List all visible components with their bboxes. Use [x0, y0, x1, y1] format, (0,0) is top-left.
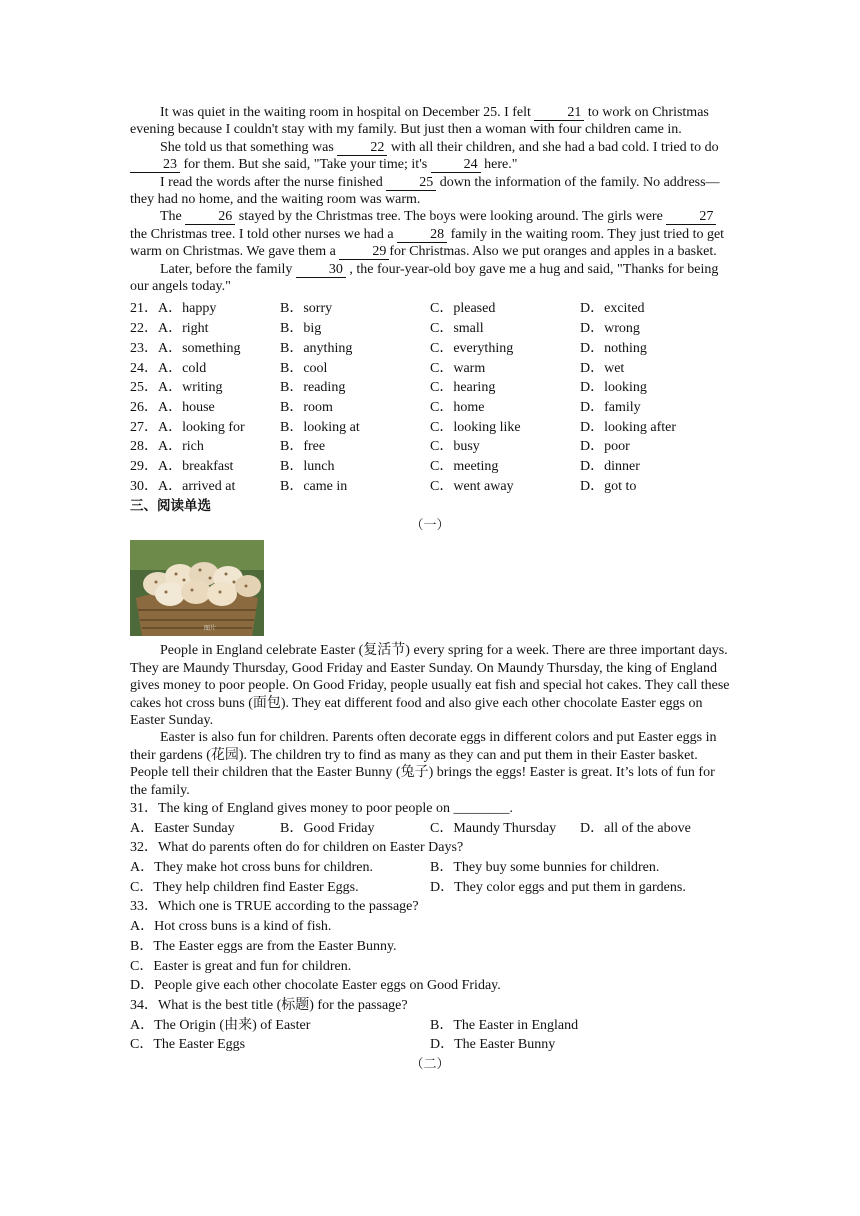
- cloze-option[interactable]: 26．A．house: [130, 399, 215, 415]
- cloze-paragraph: [130, 174, 730, 209]
- cloze-option[interactable]: D．family: [580, 399, 641, 415]
- cloze-text: for them. But she said, "Take your time; it's: [180, 157, 431, 173]
- cloze-text: She told us that something was: [160, 139, 338, 155]
- cloze-option[interactable]: 30．A．arrived at: [130, 478, 236, 494]
- blank-22[interactable]: 22: [337, 141, 387, 156]
- blank-26[interactable]: 26: [185, 210, 235, 225]
- q31-option-c[interactable]: C．Maundy Thursday: [430, 820, 557, 836]
- cloze-option-row: [130, 418, 730, 438]
- cloze-option[interactable]: D．wrong: [580, 321, 640, 337]
- reading-paragraph-2: Easter is also fun for children. Parents often decorate eggs in different colors and put Easter eggs in their gardens (花园). The children try to find as many as they can and put them in their Easter basket. People tell their children that the Easter Bunny (兔子) brings the eggs! Easter is great. It’s lots of fun for the family.: [130, 730, 717, 798]
- q33-option-d[interactable]: D．People give each other chocolate Easter eggs on Good Friday.: [130, 978, 501, 994]
- cloze-paragraph: [130, 104, 730, 139]
- cloze-option-row: [130, 299, 730, 319]
- cloze-option[interactable]: C．warm: [430, 360, 486, 376]
- q31-option-b[interactable]: B．Good Friday: [280, 820, 375, 836]
- cloze-option[interactable]: C．hearing: [430, 380, 496, 396]
- blank-23[interactable]: 23: [130, 158, 180, 173]
- blank-21[interactable]: 21: [534, 106, 584, 121]
- cloze-option[interactable]: B．came in: [280, 478, 348, 494]
- question-34-stem: 34．What is the best title (标题) for the passage?: [130, 997, 408, 1013]
- cloze-option-row: [130, 359, 730, 379]
- cloze-option[interactable]: D．looking after: [580, 419, 677, 435]
- q34-option-c[interactable]: C．The Easter Eggs: [130, 1037, 246, 1053]
- question-33-stem: 33．Which one is TRUE according to the passage?: [130, 899, 419, 915]
- cloze-option[interactable]: B．looking at: [280, 419, 360, 435]
- cloze-option[interactable]: B．big: [280, 321, 322, 337]
- blank-25[interactable]: 25: [386, 176, 436, 191]
- worksheet-page: [130, 104, 730, 1075]
- cloze-option[interactable]: C．meeting: [430, 458, 499, 474]
- question-34-options-row-2: [130, 1035, 730, 1055]
- q32-option-d[interactable]: D．They color eggs and put them in gardens.: [430, 879, 686, 895]
- cloze-option-row: [130, 437, 730, 457]
- cloze-option[interactable]: B．room: [280, 399, 333, 415]
- q32-option-b[interactable]: B．They buy some bunnies for children.: [430, 860, 660, 876]
- blank-24[interactable]: 24: [431, 158, 481, 173]
- cloze-paragraph: [130, 261, 730, 296]
- q34-option-b[interactable]: B．The Easter in England: [430, 1017, 579, 1033]
- cloze-option-row: [130, 378, 730, 398]
- cloze-option[interactable]: B．cool: [280, 360, 328, 376]
- cloze-text: family in the waiting room. They just tried to get warm on Christmas. We gave them a: [130, 226, 725, 260]
- cloze-option[interactable]: C．pleased: [430, 301, 496, 317]
- cloze-paragraph: [130, 139, 730, 174]
- cloze-text: stayed by the Christmas tree. The boys were looking around. The girls were: [235, 209, 667, 225]
- cloze-option[interactable]: C．went away: [430, 478, 514, 494]
- part-one-label: （一）: [410, 518, 450, 534]
- cloze-option[interactable]: 24．A．cold: [130, 360, 207, 376]
- question-32-options-row-1: [130, 858, 730, 878]
- cloze-options-table: [130, 299, 730, 496]
- cloze-text: It was quiet in the waiting room in hospital on December 25. I felt: [160, 105, 535, 120]
- cloze-option-row: [130, 477, 730, 497]
- cloze-text: down the information of the family. No address—they had no home, and the waiting room was warm.: [130, 174, 720, 208]
- reading-paragraph-1: People in England celebrate Easter (复活节) every spring for a week. There are three important days. They are Maundy Thursday, Good Friday and Easter Sunday. On Maundy Thursday, the king of England gives money to poor people. On Good Friday, people usually eat fish and special hot cakes. They call these cakes hot cross buns (面包). They eat different food and also give each other chocolate Easter eggs on Easter Sunday.: [130, 643, 730, 728]
- cloze-option[interactable]: D．poor: [580, 439, 630, 455]
- q33-option-c[interactable]: C．Easter is great and fun for children.: [130, 958, 352, 974]
- part-two-label: （二）: [410, 1056, 450, 1072]
- cloze-option[interactable]: B．reading: [280, 380, 346, 396]
- q33-option-b[interactable]: B．The Easter eggs are from the Easter Bunny.: [130, 938, 397, 954]
- cloze-option-row: [130, 398, 730, 418]
- cloze-text: the Christmas tree. I told other nurses we had a: [130, 226, 398, 242]
- cloze-option[interactable]: C．home: [430, 399, 485, 415]
- cloze-option[interactable]: C．small: [430, 321, 484, 337]
- cloze-option-row: [130, 339, 730, 359]
- photo-watermark: 图片: [204, 625, 217, 633]
- cloze-option[interactable]: C．everything: [430, 340, 514, 356]
- question-34-options-row-1: [130, 1016, 730, 1036]
- question-32-options-row-2: [130, 878, 730, 898]
- cloze-passage: [130, 104, 730, 295]
- cloze-text: I read the words after the nurse finished: [160, 174, 387, 190]
- cloze-text: for Christmas. Also we put oranges and apples in a basket.: [389, 244, 717, 260]
- q34-option-a[interactable]: A．The Origin (由来) of Easter: [130, 1017, 311, 1033]
- q32-option-a[interactable]: A．They make hot cross buns for children.: [130, 860, 373, 876]
- cloze-option[interactable]: 21．A．happy: [130, 301, 217, 317]
- cloze-option[interactable]: D．wet: [580, 360, 625, 376]
- cloze-option[interactable]: D．looking: [580, 380, 647, 396]
- q34-option-d[interactable]: D．The Easter Bunny: [430, 1037, 556, 1053]
- cloze-option[interactable]: B．lunch: [280, 458, 335, 474]
- blank-28[interactable]: 28: [397, 228, 447, 243]
- cloze-option[interactable]: D．excited: [580, 301, 645, 317]
- cloze-text: Later, before the family: [160, 261, 296, 277]
- blank-29[interactable]: 29: [339, 245, 389, 260]
- blank-30[interactable]: 30: [296, 263, 346, 278]
- q32-option-c[interactable]: C．They help children find Easter Eggs.: [130, 879, 359, 895]
- q31-option-d[interactable]: D．all of the above: [580, 820, 691, 836]
- cloze-text: The: [160, 209, 186, 225]
- cloze-option[interactable]: 29．A．breakfast: [130, 458, 234, 474]
- cloze-text: , the four-year-old boy gave me a hug and said, "Thanks for being our angels today.": [130, 261, 719, 295]
- question-32-stem: 32．What do parents often do for children on Easter Days?: [130, 840, 464, 856]
- cloze-text: with all their children, and she had a bad cold. I tried to do: [387, 139, 719, 155]
- q31-option-a[interactable]: A．Easter Sunday: [130, 820, 235, 836]
- cloze-option[interactable]: B．sorry: [280, 301, 333, 317]
- cloze-option[interactable]: 22．A．right: [130, 321, 209, 337]
- easter-eggs-photo: [130, 540, 264, 636]
- question-31-stem: 31．The king of England gives money to poor people on ________.: [130, 801, 513, 816]
- cloze-text: here.": [480, 157, 518, 173]
- cloze-option[interactable]: 23．A．something: [130, 340, 241, 356]
- cloze-option[interactable]: C．looking like: [430, 419, 521, 435]
- blank-27[interactable]: 27: [666, 210, 716, 225]
- cloze-option[interactable]: B．free: [280, 439, 326, 455]
- cloze-paragraph: [130, 208, 730, 260]
- cloze-option[interactable]: C．busy: [430, 439, 480, 455]
- section-heading: 三、阅读单选: [130, 498, 211, 515]
- cloze-option[interactable]: 27．A．looking for: [130, 419, 245, 435]
- cloze-option[interactable]: D．got to: [580, 478, 637, 494]
- cloze-option[interactable]: D．dinner: [580, 458, 640, 474]
- cloze-option[interactable]: 25．A．writing: [130, 380, 223, 396]
- cloze-option[interactable]: D．nothing: [580, 340, 647, 356]
- question-31-options: [130, 819, 730, 839]
- cloze-text: to work on Christmas evening because I couldn't stay with my family. But just then a woman with four children came in.: [130, 105, 709, 138]
- cloze-option-row: [130, 457, 730, 477]
- q33-option-a[interactable]: A．Hot cross buns is a kind of fish.: [130, 919, 332, 935]
- cloze-option[interactable]: B．anything: [280, 340, 353, 356]
- cloze-option[interactable]: 28．A．rich: [130, 439, 204, 455]
- cloze-option-row: [130, 319, 730, 339]
